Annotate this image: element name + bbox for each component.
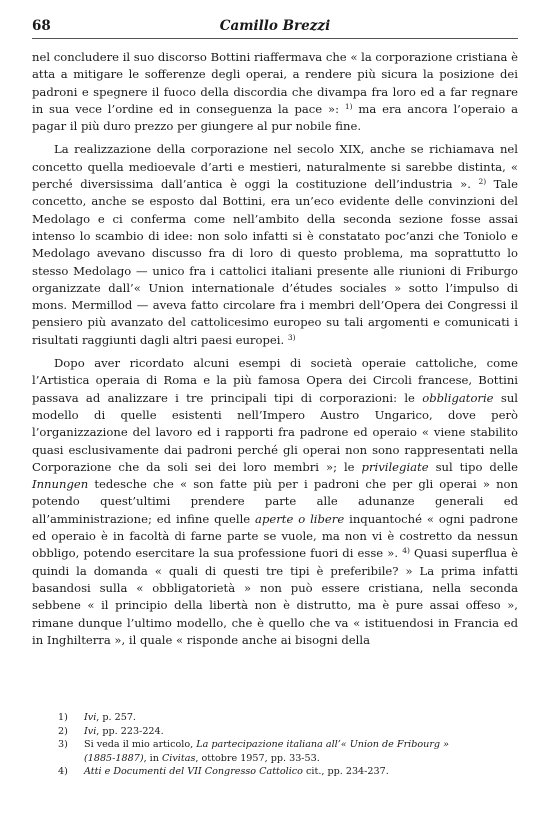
footnote-line [58, 711, 504, 725]
footnote-text [84, 711, 504, 725]
running-title: Camillo Brezzi [219, 18, 331, 34]
italic-text: Ivi [84, 725, 97, 737]
footnote-mark: 1) [58, 712, 68, 723]
footnote [58, 738, 504, 765]
footnote-line [58, 738, 504, 752]
text-run: tedesche che « son fatte più per i padroni che per gli operai » non potendo quest’ultimi prendere parte alle adunanze generali ed all’amministrazione; ed infine quelle [32, 477, 518, 526]
footnote-ref: 3) [287, 332, 296, 342]
text-run: Si veda il mio articolo, [84, 739, 197, 751]
text-run: , pp. 223-224. [96, 725, 164, 737]
text-run: , p. 257. [96, 712, 136, 723]
footnote-text [84, 765, 504, 779]
text-run: La realizzazione della corporazione nel secolo XIX, anche se richiamava nel concetto quella medioevale d’arti e mestieri, naturalmente si sarebbe distinta, « perché diversissima dall’antica è oggi la costituzione dell’industria ». [32, 142, 518, 192]
footnote-text [84, 725, 504, 739]
footnote-mark: 4) [58, 766, 68, 778]
footnote [58, 725, 504, 739]
body-text [32, 49, 518, 649]
footnote-mark: 3) [58, 739, 68, 751]
footnotes [58, 711, 504, 779]
text-run: inquantoché « ogni padrone ed operaio è in facoltà di farne parte se vuole, ma non vi è costretto da nessun obbligo, potendo esercitare la sua professione fuori di esse ». [32, 511, 518, 561]
footnote-text [84, 752, 504, 766]
text-run: sul modello di quelle esistenti nell’Impero Austro Ungarico, dove però l’organizzazione del lavoro ed i rapporti fra padrone ed operaio « viene stabilito quasi esclusivamente dai padroni perché gli operai non sono rappresentati nella Corporazione che da soli sei dei loro membri »; le [32, 390, 518, 474]
text-run: sul tipo delle [428, 459, 518, 474]
footnote [58, 765, 504, 779]
footnote-line [58, 725, 504, 739]
footnote-line [58, 765, 504, 779]
italic-text: La partecipazione italiana all’« Union de Fribourg » [196, 739, 449, 751]
italic-text: obbligatorie [422, 390, 494, 405]
text-run: nel concludere il suo discorso Bottini riaffermava che « la corporazione cristiana è atta a mitigare le sofferenze degli operai, a rendere più sicura la posizione dei padroni e spegnere il fuoco della discordia che divampa fra loro ed a far regnare in sua vece l’ordine ed in conseguenza la pace »: [32, 50, 519, 116]
footnote-mark [58, 752, 84, 766]
text-run: cit., pp. 234-237. [302, 766, 389, 778]
paragraph-3 [32, 355, 518, 649]
italic-text: privilegiate [361, 459, 429, 474]
page-header [32, 16, 518, 39]
italic-text: (1885-1887) [84, 752, 144, 764]
footnote-ref: 2) [478, 177, 487, 187]
italic-text: Ivi [84, 712, 97, 723]
document-page [32, 16, 518, 649]
italic-text: aperte o libere [255, 511, 345, 526]
footnote-mark: 2) [58, 725, 68, 737]
text-run: Dopo aver ricordato alcuni esempi di società operaie cattoliche, come l’Artistica operaia di Roma e la più famosa Opera dei Circoli francese, Bottini passava ad analizzare i tre principali tipi di corporazioni: le [32, 356, 518, 405]
text-run: , ottobre 1957, pp. 33-53. [195, 752, 320, 764]
italic-text: Civitas [161, 752, 196, 764]
footnote [58, 711, 504, 725]
italic-text: Innungen [32, 477, 89, 492]
paragraph-2 [32, 141, 518, 349]
text-run: ma era ancora l’operaio a pagar il più duro prezzo per giungere al pur nobile fine. [32, 101, 519, 134]
footnote-text [84, 738, 504, 752]
text-run: Quasi superflua è quindi la domanda « quali di questi tre tipi è preferibile? » La prima infatti basandosi sulla « obbligatorietà » non può essere cristiana, nella seconda sebbene « il principio della libertà non è distrutto, ma è pure assai offeso », rimane dunque l’ultimo modello, che è quello che va « istituendosi in Francia ed in Inghilterra », il quale « risponde anche ai bisogni della [32, 546, 519, 647]
footnote-line [58, 752, 504, 766]
italic-text: Atti e Documenti del VII Congresso Cattolico [84, 766, 303, 778]
text-run: , in [143, 752, 162, 764]
paragraph-1 [32, 49, 518, 135]
footnote-ref: 4) [402, 546, 410, 556]
text-run: Tale concetto, anche se esposto dal Bottini, era un’eco evidente delle convinzioni del Medolago e ci conferma come nell’ambito della seconda sezione fosse assai intenso lo scambio di idee: non solo infatti si è constatato poc’anzi che Toniolo e Medolago avevano discusso fra di loro di questo problema, ma soprattutto lo stesso Medolago — unico fra i cattolici italiani presente alle riunioni di Friburgo organizzate dall’« Union internationale d’études sociales » sotto l’impulso di mons. Mermillod — aveva fatto circolare fra i membri dell’Opera dei Congressi il pensiero più avanzato del cattolicesimo europeo su tali argomenti e comunicati i risultati raggiunti dagli altri paesi europei. [32, 177, 518, 347]
footnote-ref: 1) [344, 101, 353, 111]
page-number: 68 [32, 18, 51, 34]
